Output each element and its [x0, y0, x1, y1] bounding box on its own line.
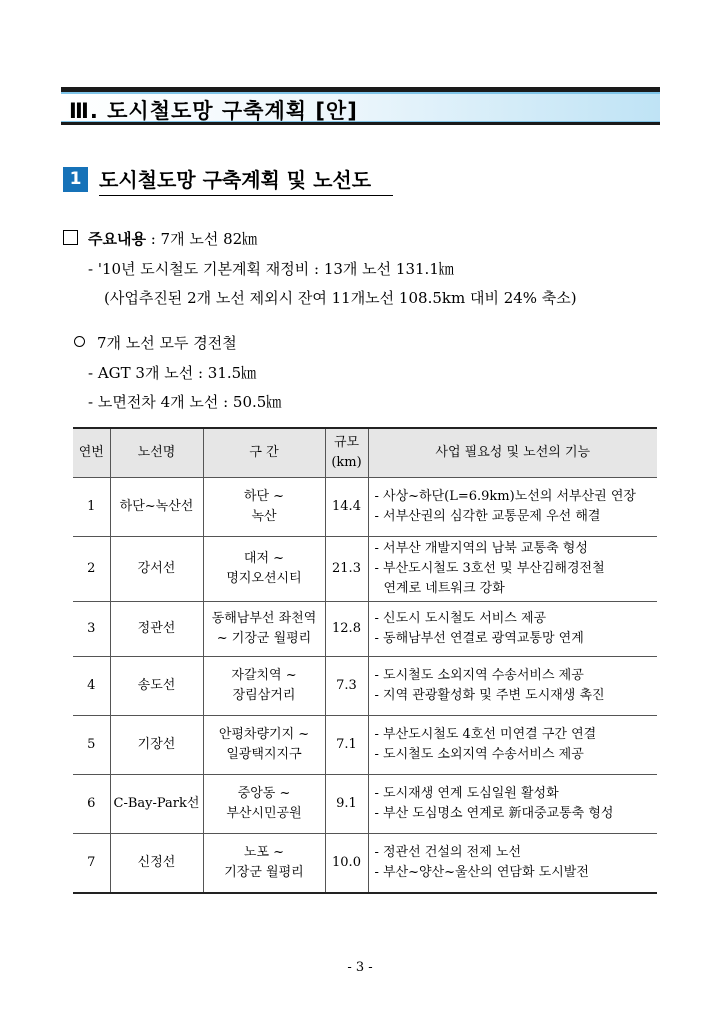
row-name: 송도선 — [110, 657, 203, 716]
desc-line: - 사상~하단(L=6.9km)노선의 서부산권 연장 — [374, 489, 636, 504]
section-title: Ⅲ. 도시철도망 구축계획 [안] — [69, 99, 358, 123]
row-km: 14.4 — [325, 478, 368, 537]
detail-bullet-2: - 노면전차 4개 노선 : 50.5㎞ — [88, 393, 282, 411]
table-row — [73, 478, 657, 537]
desc-line: - 도시재생 연계 도심일원 활성화 — [374, 786, 559, 801]
section-start: 안평차량기지 ~ — [218, 727, 310, 742]
summary-label: 주요내용 — [88, 230, 146, 248]
row-desc — [368, 537, 657, 602]
desc-line: - 서부산 개발지역의 남북 교통축 형성 — [374, 541, 588, 556]
row-section — [203, 657, 325, 716]
section-start: 중앙동 ~ — [237, 786, 291, 801]
row-name: C-Bay-Park선 — [110, 775, 203, 834]
row-km: 7.3 — [325, 657, 368, 716]
header-scale — [325, 428, 368, 478]
section-start: 동해남부선 좌천역 — [211, 611, 317, 626]
row-num: 1 — [73, 478, 110, 537]
section-start: 하단 ~ — [243, 489, 285, 504]
desc-line: - 부산~양산~울산의 연담화 도시발전 — [374, 865, 589, 880]
subsection-number-badge: 1 — [63, 167, 88, 192]
row-num: 2 — [73, 537, 110, 602]
detail-heading: 7개 노선 모두 경전철 — [97, 334, 237, 352]
circle-bullet-icon — [74, 336, 85, 347]
row-km: 7.1 — [325, 716, 368, 775]
section-end: 부산시민공원 — [226, 806, 302, 821]
section-end: 일광택지지구 — [226, 747, 302, 762]
section-start: 자갈치역 ~ — [231, 668, 297, 683]
row-name: 기장선 — [110, 716, 203, 775]
desc-line: - 부산도시철도 4호선 미연결 구간 연결 — [374, 727, 597, 742]
header-purpose: 사업 필요성 및 노선의 기능 — [368, 428, 657, 478]
summary-bullet-1: - '10년 도시철도 기본계획 재정비 : 13개 노선 131.1㎞ — [88, 260, 454, 278]
section-header — [61, 87, 660, 125]
row-desc — [368, 834, 657, 894]
section-start: 노포 ~ — [243, 845, 285, 860]
page-number: - 3 - — [347, 960, 373, 975]
desc-line: - 서부산권의 심각한 교통문제 우선 해결 — [374, 509, 601, 524]
desc-line: - 도시철도 소외지역 수송서비스 제공 — [374, 747, 584, 762]
desc-line: - 지역 관광활성화 및 주변 도시재생 촉진 — [374, 688, 605, 703]
row-num: 3 — [73, 602, 110, 657]
table-header-row — [73, 428, 657, 478]
routes-table — [73, 427, 657, 894]
subsection-title: 도시철도망 구축계획 및 노선도 — [99, 164, 393, 196]
table-row — [73, 537, 657, 602]
row-num: 4 — [73, 657, 110, 716]
row-km: 21.3 — [325, 537, 368, 602]
row-desc — [368, 716, 657, 775]
row-km: 12.8 — [325, 602, 368, 657]
header-scale-unit: (km) — [331, 455, 362, 470]
row-km: 9.1 — [325, 775, 368, 834]
header-top-rule — [61, 87, 660, 94]
desc-line: - 부산도시철도 3호선 및 부산김해경전철 — [374, 561, 605, 576]
row-num: 6 — [73, 775, 110, 834]
table-row — [73, 775, 657, 834]
section-end: 장림삼거리 — [232, 688, 296, 703]
table-row — [73, 602, 657, 657]
row-section — [203, 716, 325, 775]
header-scale-label: 규모 — [333, 435, 360, 450]
section-end: ~ 기장군 월평리 — [216, 631, 312, 646]
table-row — [73, 657, 657, 716]
checkbox-square-icon — [63, 230, 78, 245]
row-num: 5 — [73, 716, 110, 775]
header-section: 구 간 — [203, 428, 325, 478]
row-section — [203, 537, 325, 602]
row-section — [203, 834, 325, 894]
section-end: 명지오션시티 — [226, 571, 302, 586]
header-name: 노선명 — [110, 428, 203, 478]
section-end: 기장군 월평리 — [224, 865, 304, 880]
row-section — [203, 775, 325, 834]
row-desc — [368, 478, 657, 537]
summary-bullet-2: (사업추진된 2개 노선 제외시 잔여 11개노선 108.5km 대비 24% 축소) — [104, 289, 577, 307]
header-num: 연번 — [73, 428, 110, 478]
row-km: 10.0 — [325, 834, 368, 894]
desc-line: 연계로 네트워크 강화 — [383, 581, 505, 596]
row-desc — [368, 602, 657, 657]
summary-line — [63, 228, 257, 249]
desc-line: - 도시철도 소외지역 수송서비스 제공 — [374, 668, 584, 683]
detail-bullet-1: - AGT 3개 노선 : 31.5㎞ — [88, 364, 257, 382]
table-row — [73, 834, 657, 894]
row-desc — [368, 775, 657, 834]
table-row — [73, 716, 657, 775]
summary-value: : 7개 노선 82㎞ — [145, 230, 258, 248]
desc-line: - 부산 도심명소 연계로 新대중교통축 형성 — [374, 806, 614, 821]
row-section — [203, 602, 325, 657]
row-name: 하단~녹산선 — [110, 478, 203, 537]
desc-line: - 동해남부선 연결로 광역교통망 연계 — [374, 631, 584, 646]
row-section — [203, 478, 325, 537]
section-end: 녹산 — [251, 509, 277, 524]
row-desc — [368, 657, 657, 716]
detail-heading-line — [74, 332, 237, 353]
desc-line: - 신도시 도시철도 서비스 제공 — [374, 611, 547, 626]
row-name: 정관선 — [110, 602, 203, 657]
row-name: 신정선 — [110, 834, 203, 894]
row-num: 7 — [73, 834, 110, 894]
section-start: 대저 ~ — [243, 551, 285, 566]
desc-line: - 정관선 건설의 전제 노선 — [374, 845, 522, 860]
row-name: 강서선 — [110, 537, 203, 602]
